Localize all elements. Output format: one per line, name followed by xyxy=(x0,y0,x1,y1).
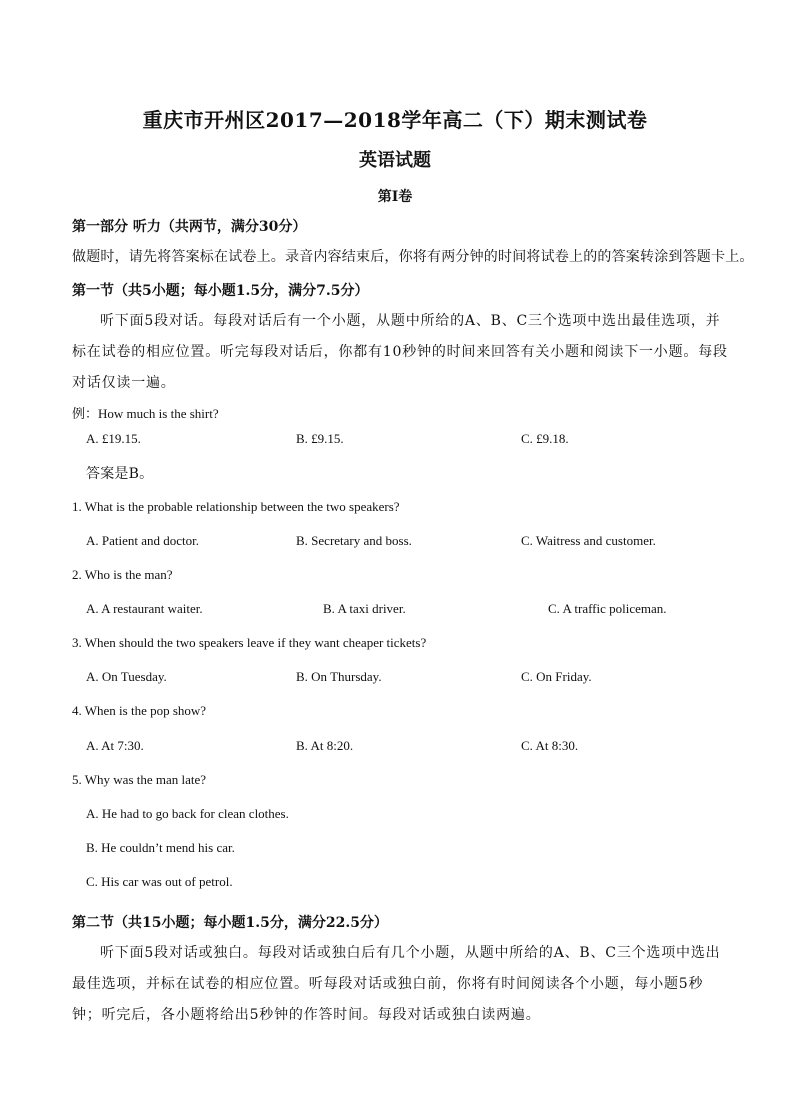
question-5-option-b: B. He couldn’t mend his car. xyxy=(86,840,235,855)
question-2-option-c: C. A traffic policeman. xyxy=(548,601,667,616)
question-3: 3. When should the two speakers leave if they want cheaper tickets? xyxy=(72,635,427,650)
question-3-option-a: A. On Tuesday. xyxy=(86,669,167,684)
section2-heading: 第二节（共15小题；每小题1.5分，满分22.5分） xyxy=(72,915,388,931)
subject-title: 英语试题 xyxy=(359,150,431,171)
question-1-option-b: B. Secretary and boss. xyxy=(296,533,412,548)
question-2-option-a: A. A restaurant waiter. xyxy=(86,601,203,616)
part1-instructions: 做题时，请先将答案标在试卷上。录音内容结束后，你将有两分钟的时间将试卷上的的答案转涂到答题卡上。 xyxy=(72,249,754,265)
example-answer: 答案是B。 xyxy=(86,466,154,482)
section2-instructions: 听下面5段对话或独白。每段对话或独白后有几个小题，从题中所给的A、B、C三个选项中选出最佳选项，并标在试卷的相应位置。听每段对话或独白前，你将有时间阅读各个小题，每小题5秒钟；听完后，各小题将给出5秒钟的作答时间。每段对话或独白读两遍。 xyxy=(72,945,721,1023)
question-1: 1. What is the probable relationship between the two speakers? xyxy=(72,499,400,514)
question-3-option-c: C. On Friday. xyxy=(521,669,592,684)
section1-heading: 第一节（共5小题；每小题1.5分，满分7.5分） xyxy=(72,283,369,299)
section1-instructions: 听下面5段对话。每段对话后有一个小题，从题中所给的A、B、C三个选项中选出最佳选项，并标在试卷的相应位置。听完每段对话后，你都有10秒钟的时间来回答有关小题和阅读下一小题。每段对话仅读一遍。 xyxy=(72,313,728,391)
question-2-option-b: B. A taxi driver. xyxy=(323,601,406,616)
example-question: 例：How much is the shirt? xyxy=(72,406,219,421)
question-2: 2. Who is the man? xyxy=(72,567,173,582)
example-option-b: B. £9.15. xyxy=(296,431,344,446)
question-4: 4. When is the pop show? xyxy=(72,703,207,718)
example-option-a: A. £19.15. xyxy=(86,431,141,446)
question-1-option-a: A. Patient and doctor. xyxy=(86,533,200,548)
question-4-option-c: C. At 8:30. xyxy=(521,738,579,753)
part1-heading: 第一部分 听力（共两节，满分30分） xyxy=(72,219,307,235)
volume-title: 第I卷 xyxy=(377,189,413,205)
question-5-option-c: C. His car was out of petrol. xyxy=(86,874,233,889)
question-4-option-b: B. At 8:20. xyxy=(296,738,354,753)
question-5-option-a: A. He had to go back for clean clothes. xyxy=(86,806,289,821)
exam-title: 重庆市开州区2017—2018学年高二（下）期末测试卷 xyxy=(142,108,648,132)
question-5: 5. Why was the man late? xyxy=(72,772,207,787)
question-4-option-a: A. At 7:30. xyxy=(86,738,144,753)
example-option-c: C. £9.18. xyxy=(521,431,569,446)
question-3-option-b: B. On Thursday. xyxy=(296,669,382,684)
question-1-option-c: C. Waitress and customer. xyxy=(521,533,656,548)
